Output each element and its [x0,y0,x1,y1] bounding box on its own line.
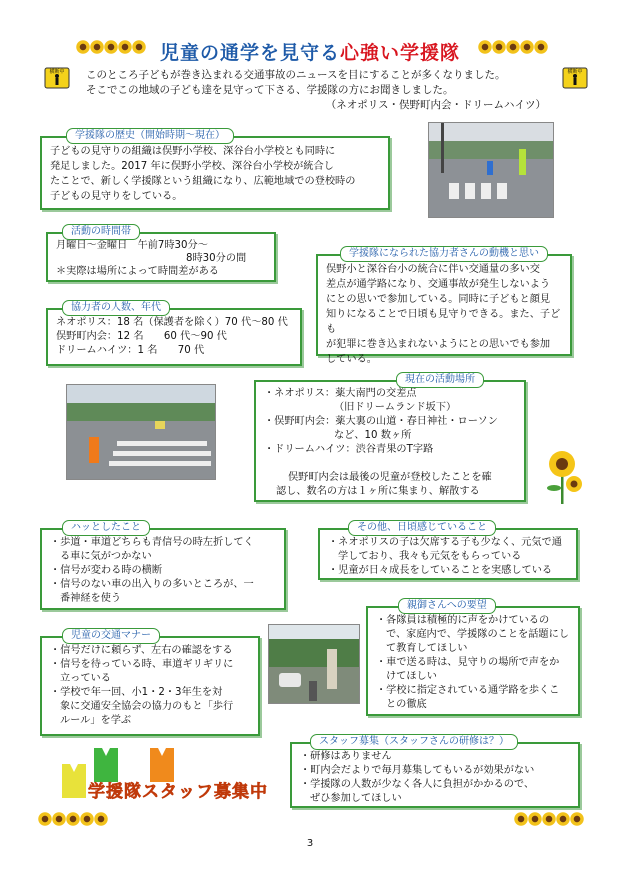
intro-text [86,68,556,113]
motivation-label: 学援隊になられた協力者さんの動機と思い [340,246,548,262]
places-line: ・俣野町内会：薬大裏の山道・春日神社・ローソン [264,416,498,427]
recruit-line: ・町内会だよりで毎月募集してもいるが効果がない [300,765,535,776]
places-label: 現在の活動場所 [396,372,484,388]
sunflower-icon [66,812,80,826]
sunflower-icon [506,40,520,54]
history-label: 学援隊の歴史（開始時期～現在） [66,128,234,144]
members-line: 俣野町内会：12 名 60 代～90 代 [56,331,227,342]
motivation-line: 俣野小と深谷台小の統合に伴い交通量の多い交 [326,264,540,275]
sunflower-icon [556,812,570,826]
history-line: 子どもの見守りをしている。 [50,191,183,202]
title-part-1: 児童の通学を見守る [159,42,340,64]
recruit-banner: 学援隊スタッフ募集中 [88,782,268,802]
manner-line: 象に交通安全協会の協力のもと「歩行 [60,701,234,712]
parents-line: て教育してほしい [386,643,468,654]
places-line [264,457,518,471]
other-line: ・ネオポリスの子は欠席する子も少なく、元気で通 [328,537,562,548]
crossing-sign-icon-left [42,62,72,92]
places-line: （旧ドリームランド坂下） [334,402,457,413]
parents-line: との徹底 [386,699,427,710]
parents-box [366,606,580,716]
parents-label: 親御さんへの要望 [398,598,496,614]
schedule-line: 8時30分の間 [186,253,247,264]
sunflower-icon [94,812,108,826]
sunflower-icon [514,812,528,826]
recruit-box [290,742,580,808]
hatto-line: ・信号のない車の出入りの多いところが、一 [50,579,254,590]
manner-line: ルール」を学ぶ [60,715,132,726]
sunflower-icon [38,812,52,826]
motivation-line: 知りになることで日頃も見守りできる。また、子ども [326,309,561,335]
parents-line: ・車で送る時は、見守りの場所で声をか [376,657,560,668]
places-line: ・ネオポリス：薬大南門の交差点 [264,388,417,399]
intro-signature: （ネオポリス・俣野町内会・ドリームハイツ） [325,99,546,111]
members-line: ドリームハイツ：1 名 70 代 [56,345,205,356]
hatto-line: 番神経を使う [60,593,122,604]
places-line: ・ドリームハイツ：渋谷青果のT字路 [264,444,434,455]
history-line: 発足しました。2017 年に俣野小学校、深谷台小学校が統合し [50,161,334,172]
places-box [254,380,526,502]
schedule-line: 月曜日～金曜日 午前7時30分～ [56,240,208,251]
intro-line-1: このところ子どもが巻き込まれる交通事故のニュースを目にすることが多くなりました。 [86,69,506,81]
schedule-line: ＊実際は場所によって時間差がある [56,266,219,277]
crosswalk-photo-1 [428,122,554,218]
recruit-line: ・学援隊の人数が少なく各人に負担がかかるので、 [300,779,535,790]
manner-box [40,636,260,736]
street-photo-3 [268,624,360,704]
history-line: 子どもの見守りの組織は俣野小学校、深谷台小学校とも同時に [50,146,336,157]
sunflower-icon [520,40,534,54]
manner-line: ・信号を待っている時、車道ギリギリに [50,659,234,670]
members-label: 協力者の人数、年代 [62,300,170,316]
sunflower-icon [52,812,66,826]
hatto-line: る車に気がつかない [60,551,152,562]
parents-line: けてほしい [386,671,437,682]
crossing-sign-icon-right [560,62,590,92]
manner-line: ・学校で年一回、小1・2・3年生を対 [50,687,223,698]
parents-line: ・各隊員は積極的に声をかけているの [376,615,550,626]
crosswalk-photo-2 [66,384,216,480]
places-line: など、10 数ヶ所 [334,430,412,441]
sign-text: 横断中 [49,69,65,75]
parents-line: で、家庭内で、学援隊のことを話題にし [386,629,569,640]
hatto-line: ・歩道・車道どちらも青信号の時左折してく [50,537,254,548]
motivation-line: 差点が通学路になり、交通事故が発生しないよう [326,279,551,290]
sunflower-row-right [478,40,548,54]
sunflower-icon [478,40,492,54]
other-line: 学しており、我々も元気をもらっている [338,551,522,562]
parents-line: ・学校に指定されている通学路を歩くこ [376,685,560,696]
sign-text: 横断中 [567,69,583,75]
members-box [46,308,302,366]
sunflower-row-bottom-right [514,812,584,826]
manner-label: 児童の交通マナー [62,628,160,644]
places-line: 認し、数名の方は１ヶ所に集まり、解散する [276,486,480,497]
recruit-box-label: スタッフ募集（スタッフさんの研修は？） [310,734,518,750]
motivation-line: が犯罪に巻き込まれないようにとの思いでも参加 [326,339,551,350]
sunflower-icon [492,40,506,54]
places-line: 俣野町内会は最後の児童が登校したことを確 [288,472,492,483]
motivation-box [316,254,572,365]
history-box [40,136,390,210]
members-line: ネオポリス：18 名（保護者を除く）70 代～80 代 [56,317,288,328]
title-part-2: 心強い学援隊 [340,42,461,64]
other-line: ・児童が日々成長をしていることを実感している [328,565,553,576]
sunflower-icon [570,812,584,826]
sunflower-icon [542,812,556,826]
sunflower-icon [534,40,548,54]
manner-line: 立っている [60,673,111,684]
sunflower-row-bottom-left [38,812,108,826]
schedule-label: 活動の時間帯 [62,224,140,240]
hatto-label: ハッとしたこと [62,520,150,536]
sunflower-icon [528,812,542,826]
recruit-line: ・研修はありません [300,751,392,762]
motivation-line: にとの思いで参加している。同時に子どもと顔見 [326,294,551,305]
motivation-line: している。 [326,354,377,365]
history-line: たことで、新しく学援隊という組織になり、広範地域での登校時の [50,176,356,187]
intro-line-2: そこでこの地域の子ども達を見守って下さる、学援隊の方にお聞きしました。 [86,84,454,96]
sunflower-icon [80,812,94,826]
hatto-line: ・信号が変わる時の横断 [50,565,163,576]
sunflower-large-icon [540,448,584,504]
manner-line: ・信号だけに頼らず、左右の確認をする [50,645,233,656]
recruit-line: ぜひ参加してほしい [310,793,402,804]
other-label: その他、日頃感じていること [348,520,496,536]
hatto-box [40,528,286,610]
page-number: 3 [306,838,314,849]
